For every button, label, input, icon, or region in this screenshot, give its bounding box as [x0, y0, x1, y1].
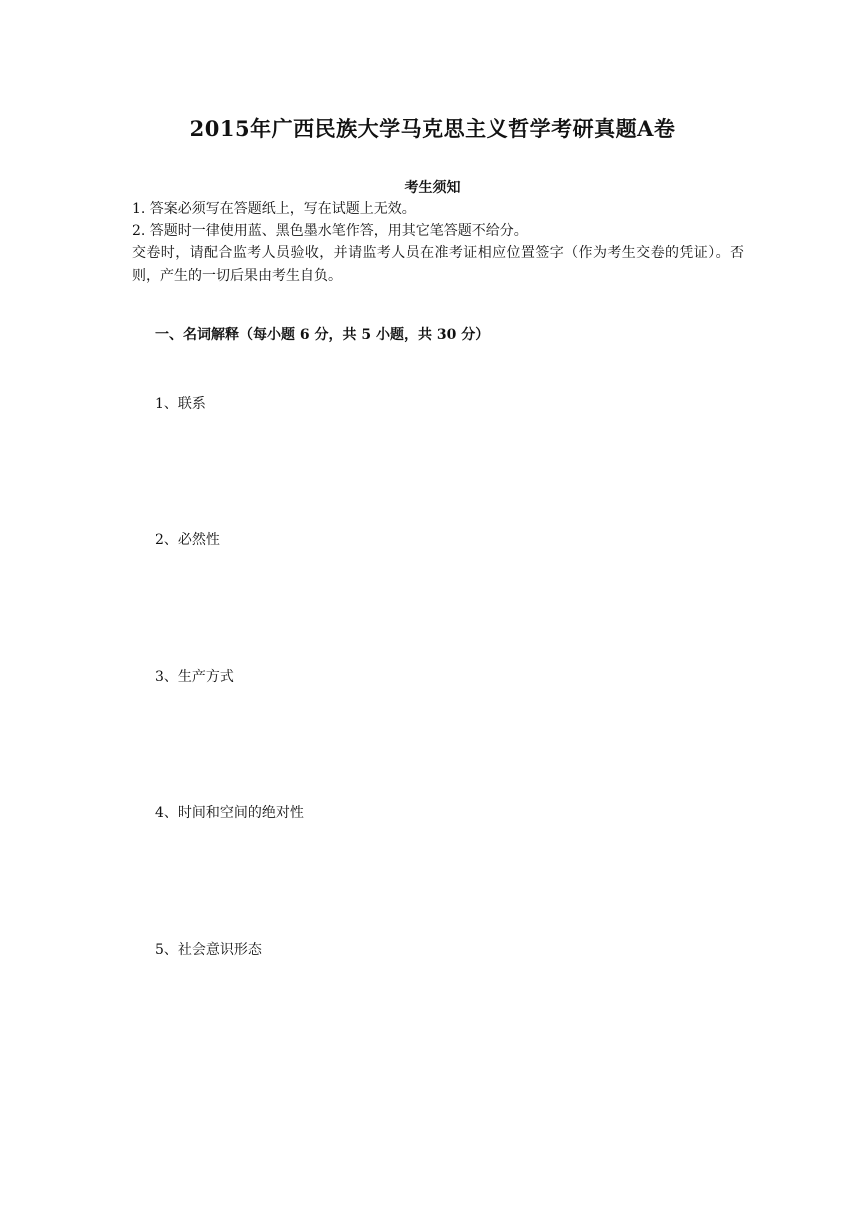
- notice-heading: 考生须知: [404, 180, 461, 196]
- notice-paragraph: 交卷时，请配合监考人员验收，并请监考人员在准考证相应位置签字（作为考生交卷的凭证）。否则，产生的一切后果由考生自负。: [132, 245, 744, 284]
- section-heading: 一、名词解释（每小题 6 分，共 5 小题，共 30 分）: [155, 327, 490, 343]
- question-3: 3、生产方式: [155, 669, 234, 685]
- notice-item-1: 1. 答案必须写在答题纸上，写在试题上无效。: [132, 201, 416, 217]
- notice-item-2: 2. 答题时一律使用蓝、黑色墨水笔作答，用其它笔答题不给分。: [132, 223, 528, 239]
- question-5: 5、社会意识形态: [155, 942, 262, 958]
- question-4: 4、时间和空间的绝对性: [155, 805, 304, 821]
- question-1: 1、联系: [155, 396, 206, 412]
- question-2: 2、必然性: [155, 532, 220, 548]
- document-title: 2015年广西民族大学马克思主义哲学考研真题A卷: [189, 116, 676, 141]
